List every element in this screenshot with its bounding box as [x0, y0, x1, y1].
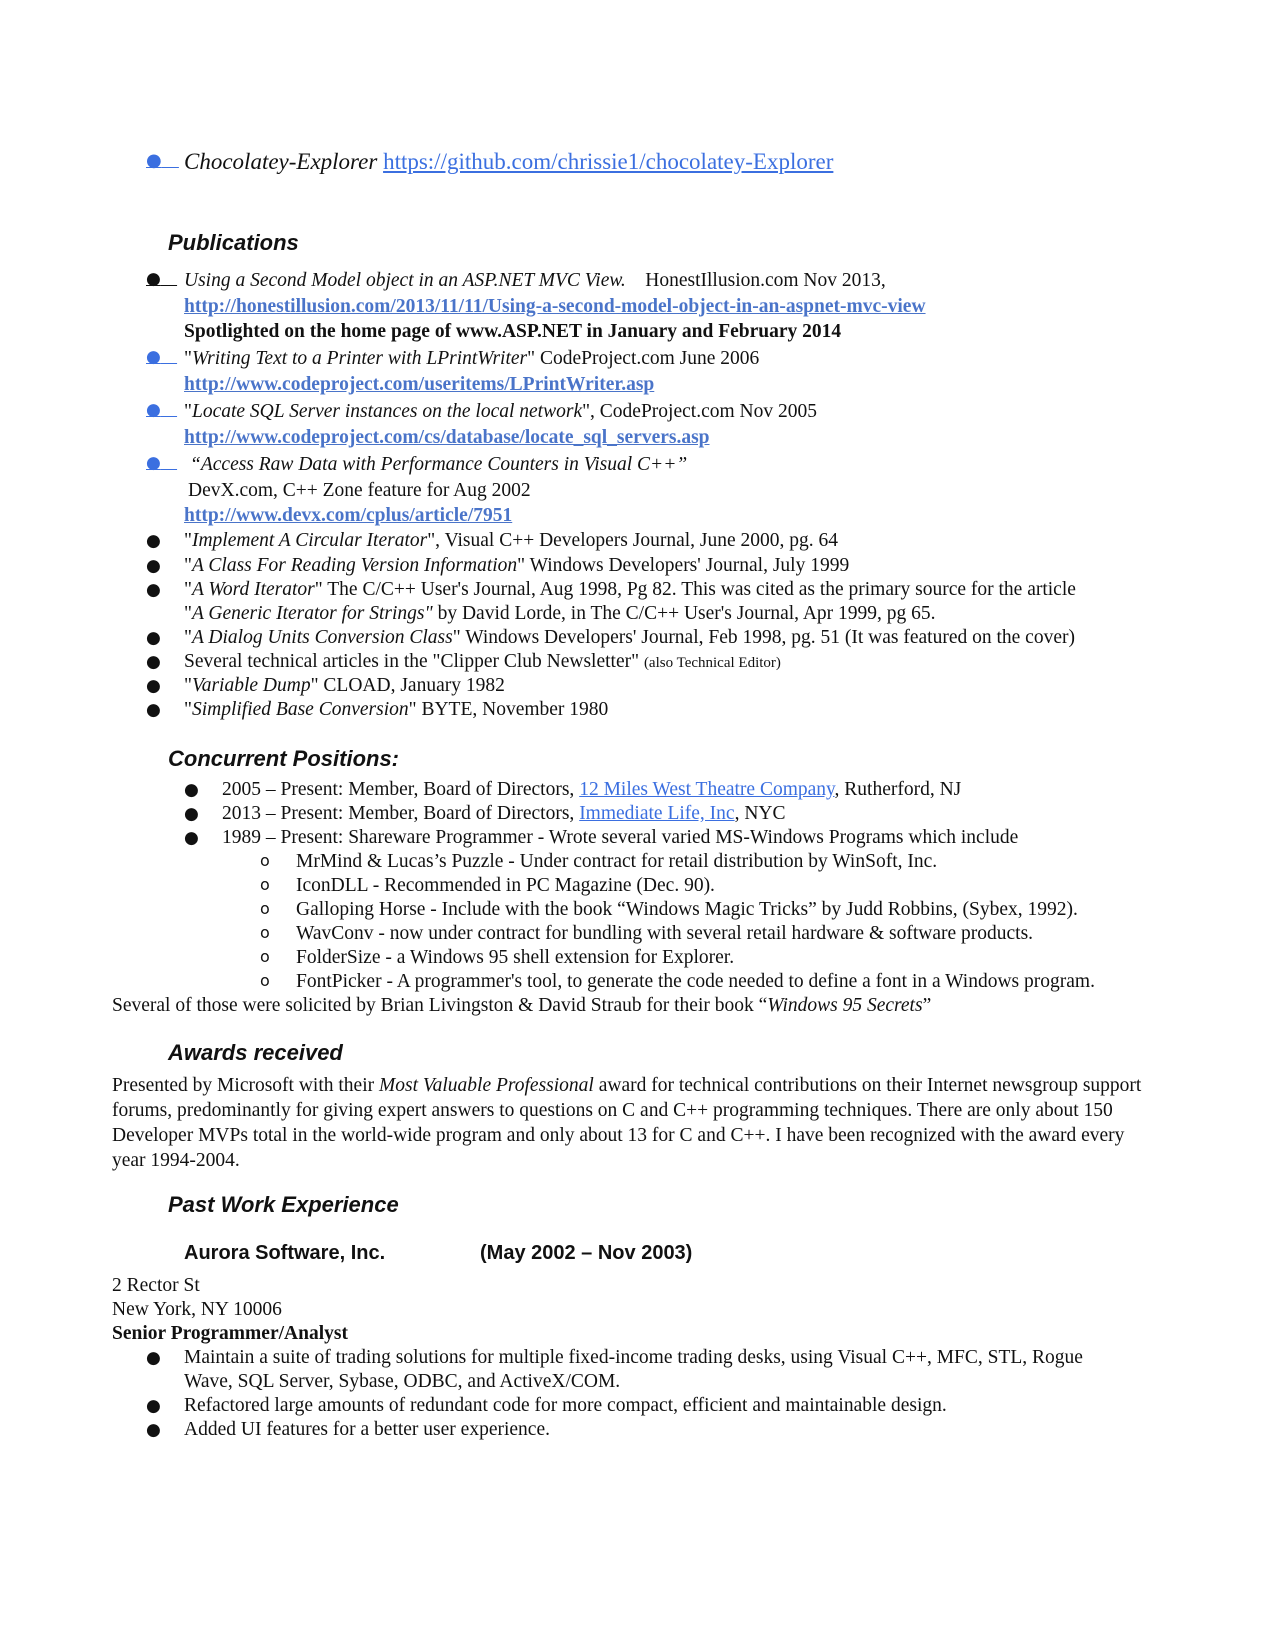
section-heading-concurrent: Concurrent Positions:: [168, 746, 400, 771]
program-item: IconDLL - Recommended in PC Magazine (Dec. 90).: [296, 875, 715, 896]
publication-item: [184, 269, 886, 292]
bullet-icon: ●: [146, 347, 161, 367]
program-item: FolderSize - a Windows 95 shell extension for Explorer.: [296, 947, 735, 968]
publication-link[interactable]: http://honestillusion.com/2013/11/11/Using-a-second-model-object-in-an-aspnet-mvc-view: [184, 296, 926, 317]
bullet-icon: ●: [146, 269, 161, 289]
publication-item: "Simplified Base Conversion" BYTE, November 1980: [184, 699, 609, 720]
publication-item: "A Word Iterator" The C/C++ User's Journal, Aug 1998, Pg 82. This was cited as the primary source for the article: [184, 579, 1076, 600]
experience-item-continuation: Wave, SQL Server, Sybase, ODBC, and ActiveX/COM.: [184, 1371, 621, 1392]
project-link[interactable]: https://github.com/chrissie1/chocolatey-Explorer: [383, 149, 834, 174]
top-project-line: [184, 148, 833, 176]
bullet-icon: ●: [184, 804, 199, 824]
publication-title: Variable Dump: [191, 675, 311, 696]
section-heading-publications: Publications: [168, 230, 299, 255]
experience-item: Refactored large amounts of redundant code for more compact, efficient and maintainable design.: [184, 1395, 947, 1416]
publication-title: A Dialog Units Conversion Class: [191, 627, 453, 648]
organization-link[interactable]: Immediate Life, Inc: [579, 803, 735, 824]
employment-dates: (May 2002 – Nov 2003): [480, 1242, 693, 1264]
publication-item: "Variable Dump" CLOAD, January 1982: [184, 675, 505, 696]
publication-item: Several technical articles in the "Clipper Club Newsletter" (also Technical Editor): [184, 651, 781, 672]
bullet-icon: ●: [146, 531, 161, 551]
program-item: Galloping Horse - Include with the book “Windows Magic Tricks” by Judd Robbins, (Sybex, 1992).: [296, 899, 1078, 920]
publication-title: A Class For Reading Version Information: [191, 555, 518, 576]
job-title: Senior Programmer/Analyst: [112, 1323, 348, 1344]
bullet-icon: ●: [184, 828, 199, 848]
position-item: 2005 – Present: Member, Board of Directors, 12 Miles West Theatre Company, Rutherford, NJ: [222, 779, 962, 800]
project-name: Chocolatey-Explorer: [184, 149, 378, 174]
bullet-icon: ●: [146, 150, 162, 171]
company-address-line-2: New York, NY 10006: [112, 1299, 282, 1320]
publication-title: Using a Second Model object in an ASP.NET MVC View.: [184, 270, 626, 291]
company-address-line-1: 2 Rector St: [112, 1275, 200, 1296]
section-heading-awards: Awards received: [168, 1040, 343, 1065]
bullet-icon: ●: [146, 1348, 161, 1368]
publication-item: "A Dialog Units Conversion Class" Windows Developers' Journal, Feb 1998, pg. 51 (It was featured on the cover): [184, 627, 1075, 648]
publication-item: "A Class For Reading Version Information" Windows Developers' Journal, July 1999: [184, 555, 850, 576]
experience-item: Maintain a suite of trading solutions for multiple fixed-income trading desks, using Visual C++, MFC, STL, Rogue: [184, 1347, 1083, 1368]
publication-link[interactable]: http://www.devx.com/cplus/article/7951: [184, 505, 513, 526]
bullet-icon: ●: [146, 676, 161, 696]
bullet-icon: ●: [146, 453, 161, 473]
program-item: FontPicker - A programmer's tool, to generate the code needed to define a font in a Windows program.: [296, 971, 1095, 992]
concurrent-footer: Several of those were solicited by Brian Livingston & David Straub for their book “Windows 95 Secrets”: [112, 995, 932, 1016]
bullet-icon: ●: [146, 580, 161, 600]
bullet-icon: ●: [146, 1420, 161, 1440]
position-item: 2013 – Present: Member, Board of Directors, Immediate Life, Inc, NYC: [222, 803, 786, 824]
publication-item: "Locate SQL Server instances on the local network", CodeProject.com Nov 2005: [184, 401, 817, 422]
circle-bullet-icon: o: [260, 875, 270, 894]
circle-bullet-icon: o: [260, 923, 270, 942]
awards-paragraph: Presented by Microsoft with their Most Valuable Professional award for technical contributions on their Internet newsgroup support forums, predominantly for giving expert answers to questions on C and C++ programming techniques. There are only about 150 Developer MVPs total in the world-wide program and only about 13 for C and C++. I have been recognized with the award every year 1994-2004.: [112, 1075, 1142, 1171]
bullet-icon: ●: [146, 700, 161, 720]
circle-bullet-icon: o: [260, 899, 270, 918]
publication-item-continuation: "A Generic Iterator for Strings" by David Lorde, in The C/C++ User's Journal, Apr 1999, pg 65.: [184, 603, 936, 624]
publication-title: Implement A Circular Iterator: [191, 530, 428, 551]
publication-item: [190, 453, 687, 476]
organization-link[interactable]: 12 Miles West Theatre Company: [579, 779, 835, 800]
publication-link[interactable]: http://www.codeproject.com/useritems/LPrintWriter.asp: [184, 374, 655, 395]
bullet-icon: ●: [146, 628, 161, 648]
section-heading-experience: Past Work Experience: [168, 1192, 399, 1217]
program-item: WavConv - now under contract for bundling with several retail hardware & software products.: [296, 923, 1034, 944]
publication-title: A Word Iterator: [191, 579, 315, 600]
publication-item: "Writing Text to a Printer with LPrintWriter" CodeProject.com June 2006: [184, 348, 760, 369]
program-item: MrMind & Lucas’s Puzzle - Under contract for retail distribution by WinSoft, Inc.: [296, 851, 938, 872]
circle-bullet-icon: o: [260, 947, 270, 966]
publication-title: Locate SQL Server instances on the local network: [191, 401, 583, 422]
position-item: 1989 – Present: Shareware Programmer - Wrote several varied MS-Windows Programs which include: [222, 827, 1019, 848]
publication-source: DevX.com, C++ Zone feature for Aug 2002: [188, 480, 531, 501]
bullet-icon: ●: [184, 780, 199, 800]
publication-source: HonestIllusion.com Nov 2013,: [645, 270, 886, 291]
publication-note: Spotlighted on the home page of www.ASP.NET in January and February 2014: [184, 321, 842, 342]
bullet-icon: ●: [146, 400, 161, 420]
circle-bullet-icon: o: [260, 971, 270, 990]
company-name: Aurora Software, Inc.: [184, 1242, 386, 1264]
experience-item: Added UI features for a better user experience.: [184, 1419, 550, 1440]
publication-item: "Implement A Circular Iterator", Visual C++ Developers Journal, June 2000, pg. 64: [184, 530, 839, 551]
publication-link[interactable]: http://www.codeproject.com/cs/database/locate_sql_servers.asp: [184, 427, 710, 448]
bullet-icon: ●: [146, 1396, 161, 1416]
circle-bullet-icon: o: [260, 851, 270, 870]
publication-title: “Access Raw Data with Performance Counters in Visual C++”: [190, 454, 688, 475]
publication-title: A Generic Iterator for Strings": [191, 603, 433, 624]
bullet-icon: ●: [146, 652, 161, 672]
publication-title: Simplified Base Conversion: [191, 699, 409, 720]
publication-title: Writing Text to a Printer with LPrintWriter: [191, 348, 528, 369]
bullet-icon: ●: [146, 556, 161, 576]
